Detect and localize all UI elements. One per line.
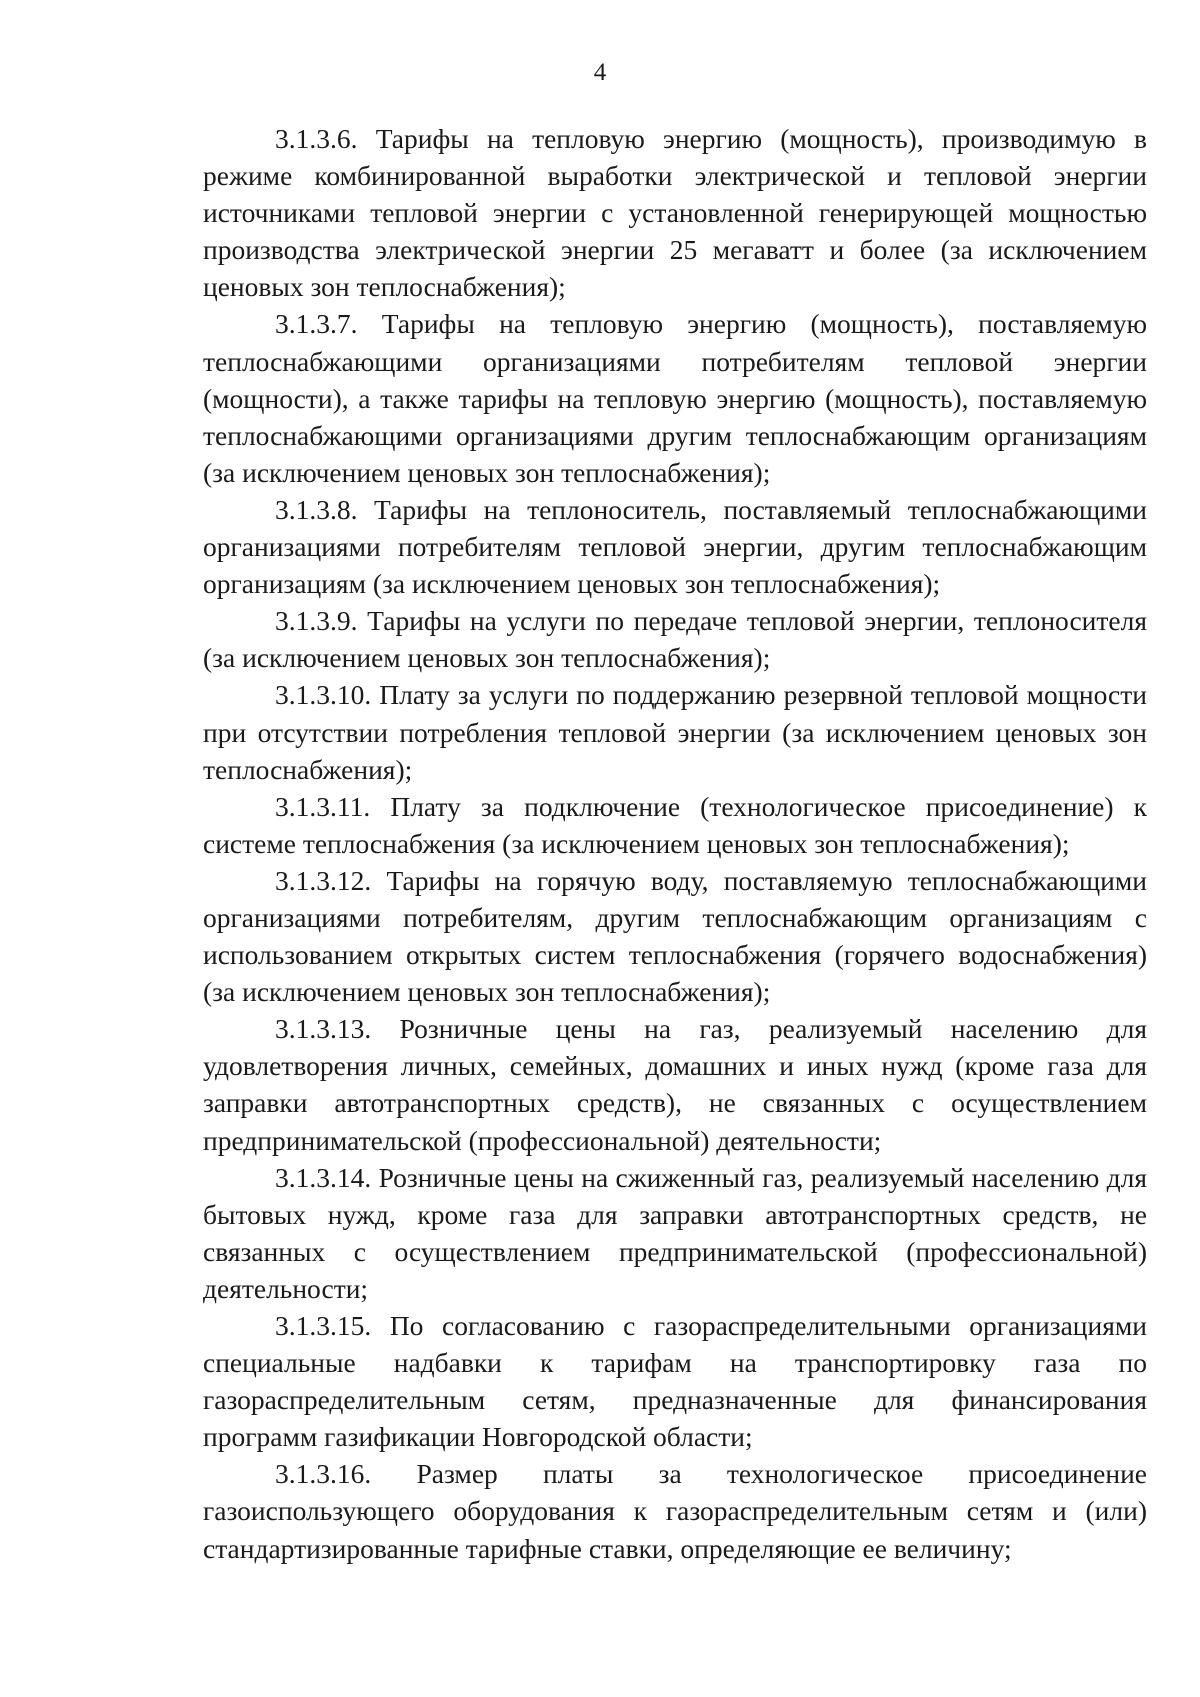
- paragraph-3-1-3-9: 3.1.3.9. Тарифы на услуги по передаче тепловой энергии, теплоносителя (за исключением ценовых зон теплоснабжения);: [203, 605, 1147, 674]
- paragraph-3-1-3-7: 3.1.3.7. Тарифы на тепловую энергию (мощность), поставляемую теплоснабжающими организациями потребителям тепловой энергии (мощности), а также тарифы на тепловую энергию (мощность), поставляемую теплоснабжающими организациями другим теплоснабжающим организациям (за исключением ценовых зон теплоснабжения);: [203, 308, 1147, 488]
- paragraph-3-1-3-11: 3.1.3.11. Плату за подключение (технологическое присоединение) к системе теплоснабжения (за исключением ценовых зон теплоснабжения);: [203, 790, 1147, 859]
- document-body: [203, 120, 1147, 1567]
- paragraph-3-1-3-15: 3.1.3.15. По согласованию с газораспределительными организациями специальные надбавки к тарифам на транспортировку газа по газораспределительным сетям, предназначенные для финансирования программ газификации Новгородской области;: [203, 1310, 1147, 1453]
- paragraph-3-1-3-8: 3.1.3.8. Тарифы на теплоноситель, поставляемый теплоснабжающими организациями потребителям тепловой энергии, другим теплоснабжающим организациям (за исключением ценовых зон теплоснабжения);: [203, 493, 1147, 600]
- paragraph-3-1-3-14: 3.1.3.14. Розничные цены на сжиженный газ, реализуемый населению для бытовых нужд, кроме газа для заправки автотранспортных средств, не связанных с осуществлением предпринимательской (профессиональной) деятельности;: [203, 1161, 1147, 1304]
- paragraph-3-1-3-13: 3.1.3.13. Розничные цены на газ, реализуемый населению для удовлетворения личных, семейных, домашних и иных нужд (кроме газа для заправки автотранспортных средств), не связанных с осуществлением предпринимательской (профессиональной) деятельности;: [203, 1013, 1147, 1156]
- paragraph-3-1-3-16: 3.1.3.16. Размер платы за технологическое присоединение газоиспользующего оборудования к газораспределительным сетям и (или) стандартизированные тарифные ставки, определяющие ее величину;: [203, 1458, 1147, 1564]
- paragraph-3-1-3-10: 3.1.3.10. Плату за услуги по поддержанию резервной тепловой мощности при отсутствии потребления тепловой энергии (за исключением ценовых зон теплоснабжения);: [203, 679, 1147, 785]
- paragraph-3-1-3-6: 3.1.3.6. Тарифы на тепловую энергию (мощность), производимую в режиме комбинированной выработки электрической и тепловой энергии источниками тепловой энергии с установленной генерирующей мощностью производства электрической энергии 25 мегаватт и более (за исключением ценовых зон теплоснабжения);: [203, 123, 1147, 303]
- page-number: 4: [593, 59, 607, 86]
- paragraph-3-1-3-12: 3.1.3.12. Тарифы на горячую воду, поставляемую теплоснабжающими организациями потребителям, другим теплоснабжающим организациям с использованием открытых систем теплоснабжения (горячего водоснабжения) (за исключением ценовых зон теплоснабжения);: [203, 864, 1147, 1008]
